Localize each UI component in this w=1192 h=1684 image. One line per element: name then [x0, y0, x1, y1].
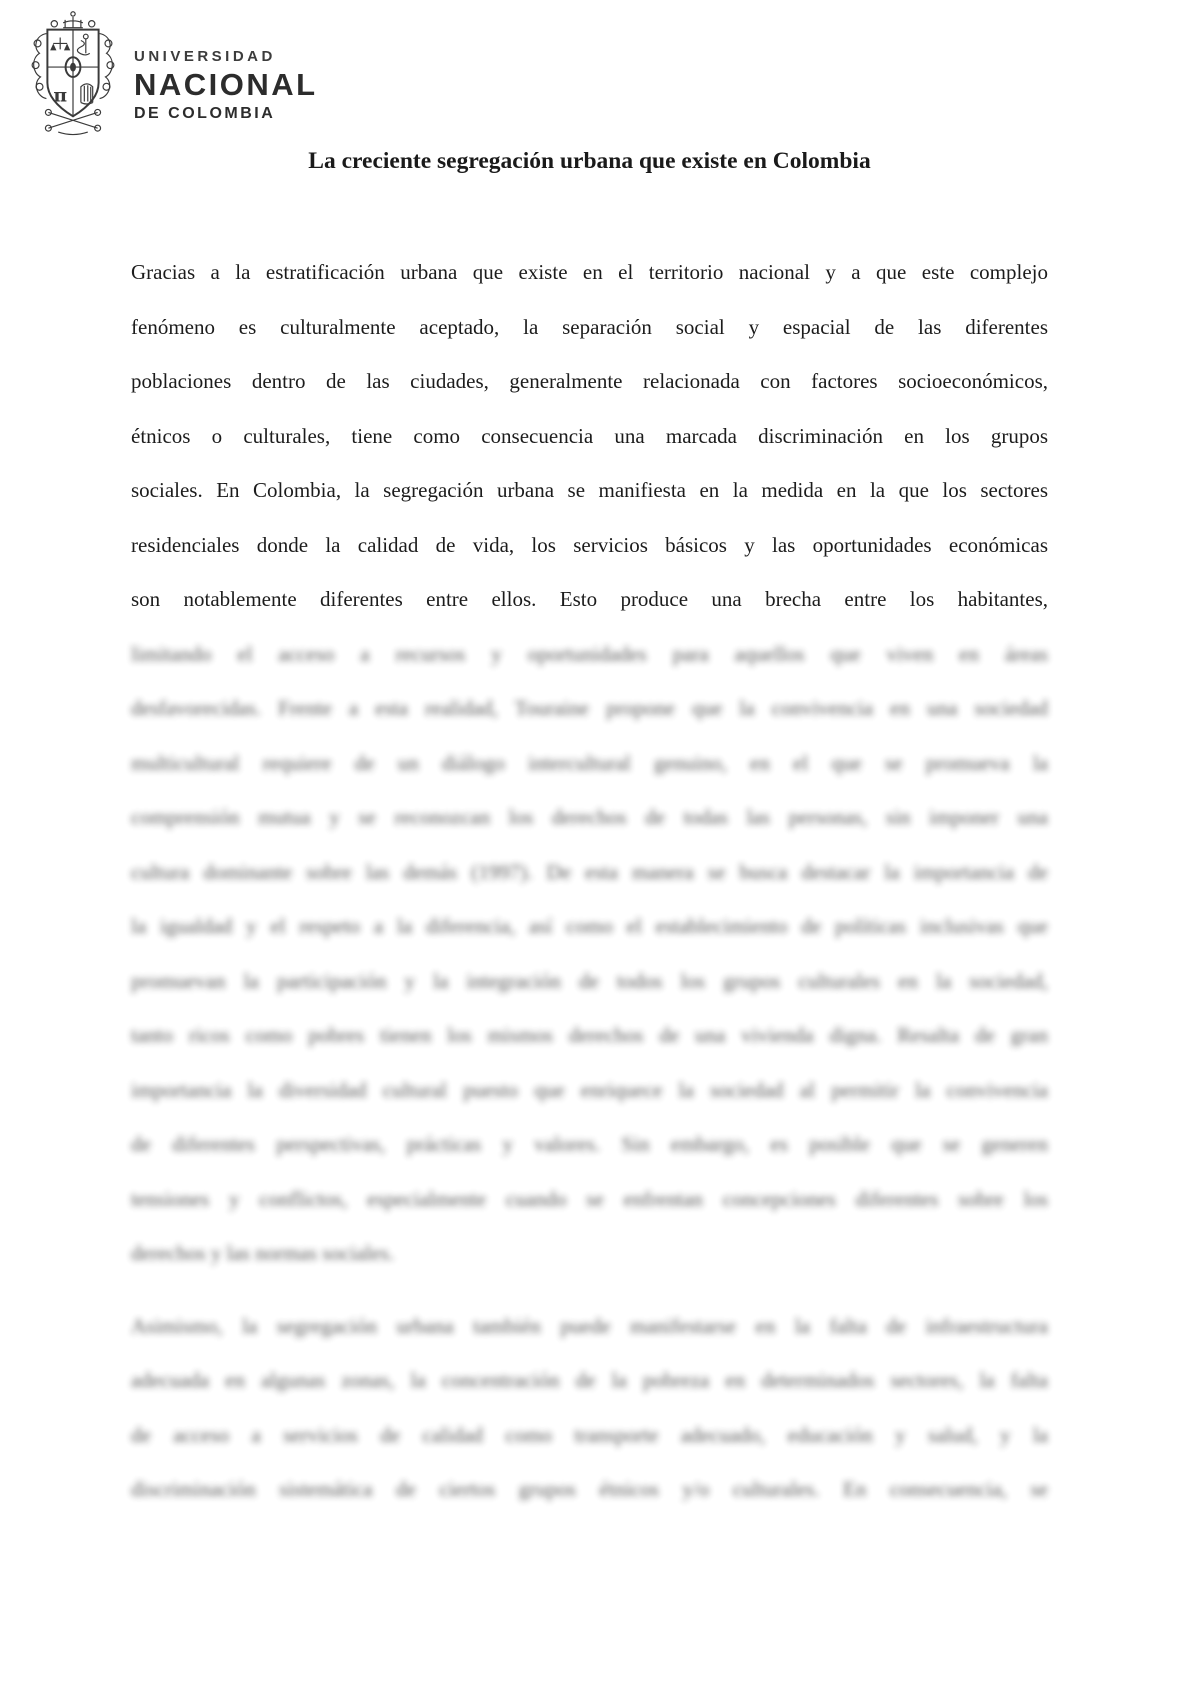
blurred-text-line: tensiones y conflictos, especialmente cuando se enfrentan concepciones diferentes sobre los — [131, 1186, 1048, 1211]
university-logo — [28, 8, 358, 140]
text-line: residenciales donde la calidad de vida, los servicios básicos y las oportunidades económicas — [131, 532, 1048, 557]
logo-wordmark — [134, 48, 318, 123]
blurred-text-line: cultura dominante sobre las demás (1997). De esta manera se busca destacar la importancia de — [131, 859, 1048, 884]
text-line: sociales. En Colombia, la segregación urbana se manifiesta en la medida en la que los sectores — [131, 478, 1048, 502]
crown-icon — [63, 12, 83, 28]
blurred-text-line: Asimismo, la segregación urbana también puede manifestarse en la falta de infraestructura — [131, 1313, 1048, 1338]
text-line: étnicos o culturales, tiene como consecuencia una marcada discriminación en los grupos — [131, 423, 1048, 448]
document-title: La creciente segregación urbana que existe en Colombia — [308, 148, 871, 174]
text-line: poblaciones dentro de las ciudades, generalmente relacionada con factores socioeconómicos, — [131, 369, 1048, 393]
blurred-text-line: importancia la diversidad cultural puesto que enriquece la sociedad al permitir la convivencia — [131, 1077, 1048, 1102]
text-line: Gracias a la estratificación urbana que existe en el territorio nacional y a que este complejo — [131, 260, 1048, 284]
logo-universidad-text: UNIVERSIDAD — [134, 48, 276, 65]
blurred-text-line: desfavorecidas. Frente a esta realidad, Touraine propone que la convivencia en una sociedad — [131, 696, 1048, 720]
blurred-text-line: tanto ricos como pobres tienen los mismos derechos de una vivienda digna. Resalta de gran — [131, 1023, 1048, 1047]
blurred-text-line: la igualdad y el respeto a la diferencia, así como el establecimiento de políticas inclusivas que — [131, 914, 1048, 938]
paragraph-1 — [131, 245, 1048, 1281]
blurred-text-line: multicultural requiere de un diálogo intercultural genuino, en el que se promueva la — [131, 750, 1048, 775]
text-line: son notablemente diferentes entre ellos. Esto produce una brecha entre los habitantes, — [131, 587, 1048, 611]
blurred-text-line: de acceso a servicios de calidad como transporte adecuado, educación y salud, y la — [131, 1422, 1048, 1447]
logo-nacional-text: NACIONAL — [134, 67, 318, 102]
logo-de-colombia-text: DE COLOMBIA — [134, 105, 276, 122]
blurred-text-line: promuevan la participación y la integración de todos los grupos culturales en la sociedad, — [131, 968, 1048, 993]
blurred-text-line: de diferentes perspectivas, prácticas y valores. Sin embargo, es posible que se generen — [131, 1132, 1048, 1156]
harp-icon — [81, 84, 93, 104]
paragraph-2 — [131, 1299, 1048, 1517]
text-line: fenómeno es culturalmente aceptado, la separación social y espacial de las diferentes — [131, 314, 1048, 339]
blurred-text-line: adecuada en algunas zonas, la concentración de la pobreza en determinados sectores, la falta — [131, 1368, 1048, 1392]
blurred-text-line: derechos y las normas sociales. — [131, 1241, 395, 1265]
svg-text:π: π — [53, 84, 68, 107]
blurred-text-line: comprensión mutua y se reconozcan los derechos de todas las personas, sin imponer una — [131, 805, 1048, 829]
pi-symbol — [53, 85, 67, 107]
university-crest-icon — [28, 8, 118, 138]
document-body — [131, 245, 1048, 1517]
blurred-text-line: discriminación sistemática de ciertos grupos étnicos y/o culturales. En consecuencia, se — [131, 1477, 1048, 1501]
scales-icon — [50, 38, 70, 51]
serpent-staff-icon — [77, 34, 89, 55]
blurred-text-line: limitando el acceso a recursos y oportunidades para aquellos que viven en áreas — [131, 641, 1048, 666]
